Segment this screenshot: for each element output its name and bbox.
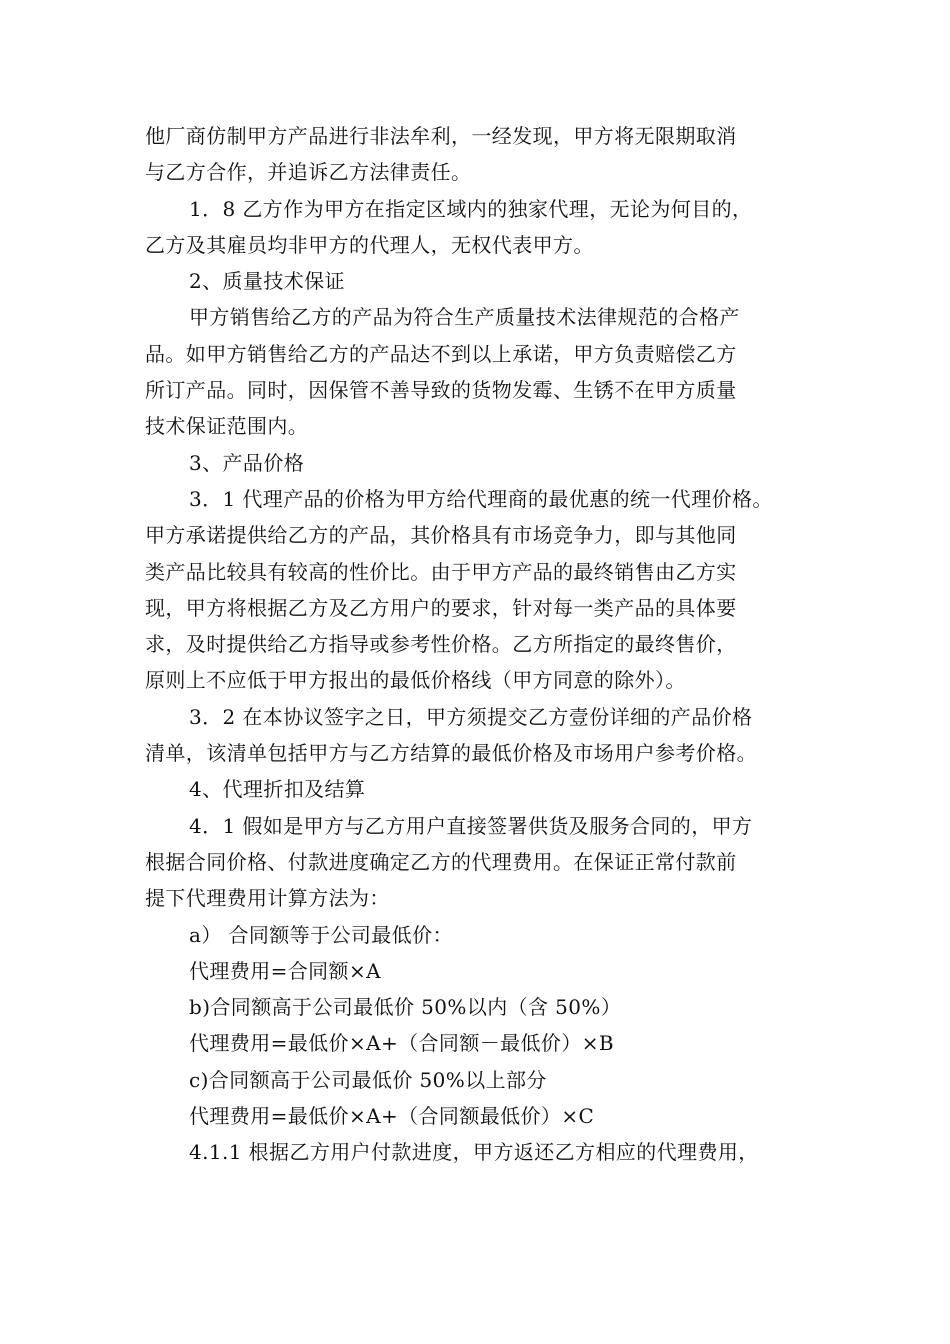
formula-b: 代理费用=最低价×A+（合同额－最低价）×B bbox=[189, 1031, 614, 1056]
section-heading-discount: 4、代理折扣及结算 bbox=[189, 777, 366, 802]
formula-case-c: c)合同额高于公司最低价 50%以上部分 bbox=[189, 1067, 547, 1092]
body-line: 与乙方合作，并追诉乙方法律责任。 bbox=[145, 160, 472, 185]
body-line: 所订产品。同时，因保管不善导致的货物发霉、生锈不在甲方质量 bbox=[145, 378, 737, 403]
body-line: 品。如甲方销售给乙方的产品达不到以上承诺，甲方负责赔偿乙方 bbox=[145, 341, 737, 366]
section-heading-quality: 2、质量技术保证 bbox=[189, 269, 345, 294]
body-line: 根据合同价格、付款进度确定乙方的代理费用。在保证正常付款前 bbox=[145, 849, 737, 874]
body-line: 提下代理费用计算方法为： bbox=[145, 886, 390, 911]
body-line: 甲方承诺提供给乙方的产品，其价格具有市场竞争力，即与其他同 bbox=[145, 523, 737, 548]
body-line: 他厂商仿制甲方产品进行非法牟利，一经发现，甲方将无限期取消 bbox=[145, 124, 737, 148]
body-line: 清单，该清单包括甲方与乙方结算的最低价格及市场用户参考价格。 bbox=[145, 741, 757, 766]
body-line: 甲方销售给乙方的产品为符合生产质量技术法律规范的合格产 bbox=[189, 305, 740, 330]
document-body bbox=[145, 118, 830, 1171]
body-line: 现，甲方将根据乙方及乙方用户的要求，针对每一类产品的具体要 bbox=[145, 595, 737, 620]
body-line: 技术保证范围内。 bbox=[145, 414, 309, 439]
clause-4-1-line: 4．1 假如是甲方与乙方用户直接签署供货及服务合同的，甲方 bbox=[189, 813, 753, 838]
formula-a: 代理费用=合同额×A bbox=[189, 958, 381, 983]
formula-case-a: a） 合同额等于公司最低价： bbox=[189, 922, 453, 947]
body-line: 原则上不应低于甲方报出的最低价格线（甲方同意的除外）。 bbox=[145, 668, 686, 693]
formula-case-b: b)合同额高于公司最低价 50%以内（含 50%） bbox=[189, 995, 622, 1020]
clause-1-8-line: 1．8 乙方作为甲方在指定区域内的独家代理，无论为何目的， bbox=[189, 196, 753, 221]
body-line: 类产品比较具有较高的性价比。由于甲方产品的最终销售由乙方实 bbox=[145, 559, 737, 584]
formula-c: 代理费用=最低价×A+（合同额最低价）×C bbox=[189, 1104, 595, 1129]
body-line: 乙方及其雇员均非甲方的代理人，无权代表甲方。 bbox=[145, 232, 594, 257]
section-heading-price: 3、产品价格 bbox=[189, 450, 305, 475]
clause-4-1-1-line: 4.1.1 根据乙方用户付款进度，甲方返还乙方相应的代理费用， bbox=[189, 1140, 759, 1165]
clause-3-1-line: 3．1 代理产品的价格为甲方给代理商的最优惠的统一代理价格。 bbox=[189, 486, 773, 511]
clause-3-2-line: 3．2 在本协议签字之日，甲方须提交乙方壹份详细的产品价格 bbox=[189, 704, 753, 729]
body-line: 求，及时提供给乙方指导或参考性价格。乙方所指定的最终售价， bbox=[145, 632, 737, 657]
